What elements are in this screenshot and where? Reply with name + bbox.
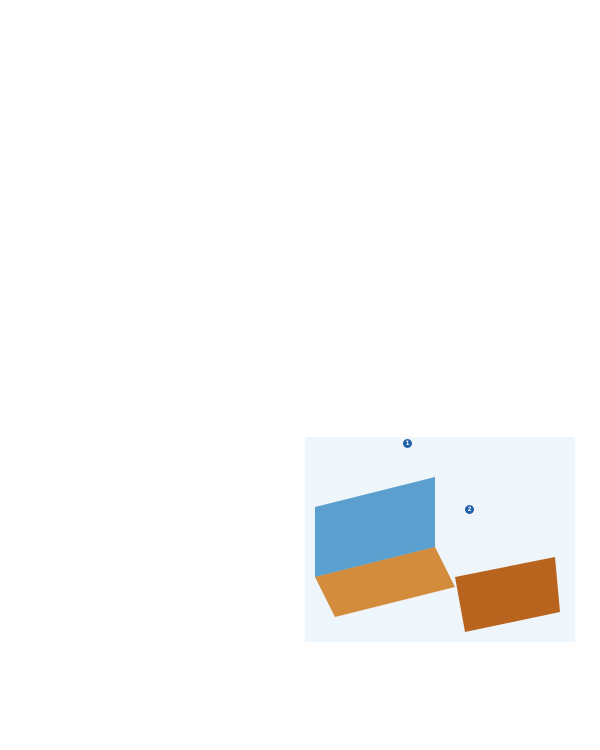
callout-2-number: 2: [465, 505, 474, 514]
callout-1: [403, 439, 571, 448]
right-column: [305, 10, 575, 18]
figure-sedimentation: [305, 437, 575, 695]
left-column: [26, 10, 292, 18]
callout-2: [465, 505, 571, 514]
callout-1-number: 1: [403, 439, 412, 448]
page-footer: [0, 718, 600, 738]
sedimentation-illustration: [305, 437, 575, 642]
